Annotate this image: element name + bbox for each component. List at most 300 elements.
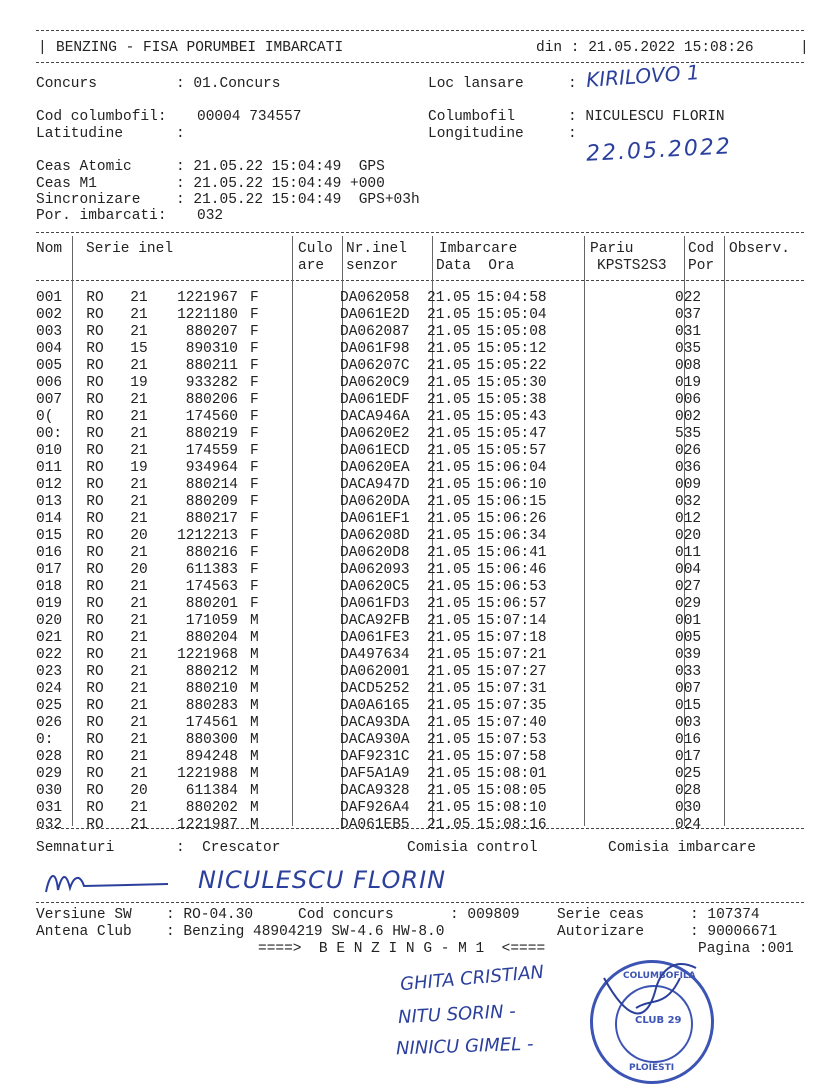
row-sex: F <box>250 324 259 340</box>
row-ring-number: 1221967 <box>177 290 238 306</box>
row-time: 15:07:53 <box>477 732 547 748</box>
commission-name-2: NITU SORIN - <box>397 1000 517 1029</box>
row-time: 15:05:30 <box>477 375 547 391</box>
row-color <box>288 290 340 307</box>
stamp-text-club: CLUB 29 <box>635 1015 682 1026</box>
row-time: 15:07:35 <box>477 698 547 714</box>
row-sensor: DA0620EA <box>340 460 410 476</box>
table-row <box>36 749 715 766</box>
row-port: 029 <box>675 596 702 612</box>
row-time: 15:05:57 <box>477 443 547 459</box>
row-nom: 00: <box>36 426 63 442</box>
row-year: 21 <box>130 800 148 816</box>
header-left-bar: | <box>38 40 47 56</box>
row-port: 037 <box>675 307 702 323</box>
table-row <box>36 307 715 324</box>
row-year: 21 <box>130 766 148 782</box>
row-date: 21.05 <box>427 630 471 646</box>
row-time: 15:06:46 <box>477 562 547 578</box>
row-nom: 019 <box>36 596 63 612</box>
row-date: 21.05 <box>427 409 471 425</box>
table-row <box>36 477 715 494</box>
table-row <box>36 324 715 341</box>
table-row <box>36 545 715 562</box>
row-year: 21 <box>130 698 148 714</box>
row-ring-number: 611384 <box>185 783 238 799</box>
row-country: RO <box>86 375 104 391</box>
row-country: RO <box>86 358 104 374</box>
row-sex: M <box>250 715 259 731</box>
cod-concurs-value: : 009809 <box>450 907 520 923</box>
row-bet <box>573 358 675 375</box>
row-color <box>288 783 340 800</box>
row-country: RO <box>86 511 104 527</box>
row-color <box>288 562 340 579</box>
row-country: RO <box>86 749 104 765</box>
longitudine-label: Longitudine <box>428 126 524 142</box>
stamp-text-top: COLUMBOFILA <box>623 971 696 981</box>
col-header-pariu-1: Pariu <box>590 241 634 257</box>
col-sep-cod <box>724 236 725 826</box>
row-time: 15:06:53 <box>477 579 547 595</box>
table-row <box>36 817 715 834</box>
row-bet <box>573 800 675 817</box>
row-nom: 002 <box>36 307 63 323</box>
row-color <box>288 630 340 647</box>
row-nom: 016 <box>36 545 63 561</box>
row-country: RO <box>86 341 104 357</box>
row-year: 21 <box>130 426 148 442</box>
row-color <box>288 341 340 358</box>
row-time: 15:05:08 <box>477 324 547 340</box>
row-year: 20 <box>130 562 148 578</box>
row-ring-number: 880300 <box>185 732 238 748</box>
row-country: RO <box>86 528 104 544</box>
row-color <box>288 766 340 783</box>
row-country: RO <box>86 817 104 833</box>
table-row <box>36 596 715 613</box>
row-sensor: DA0620C9 <box>340 375 410 391</box>
row-date: 21.05 <box>427 460 471 476</box>
row-bet <box>573 630 675 647</box>
row-sensor: DA497634 <box>340 647 410 663</box>
stamp-text-city: PLOIESTI <box>629 1063 675 1073</box>
row-nom: 021 <box>36 630 63 646</box>
row-nom: 001 <box>36 290 63 306</box>
row-date: 21.05 <box>427 426 471 442</box>
col-header-imbarcare-1: Imbarcare <box>439 241 518 257</box>
row-year: 21 <box>130 477 148 493</box>
row-year: 21 <box>130 647 148 663</box>
row-sensor: DA062093 <box>340 562 410 578</box>
row-year: 21 <box>130 681 148 697</box>
ceas-atomic-label: Ceas Atomic <box>36 159 132 175</box>
row-bet <box>573 613 675 630</box>
row-ring-number: 174561 <box>185 715 238 731</box>
row-sensor: DA06207C <box>340 358 410 374</box>
col-header-nrinel-1: Nr.inel <box>346 241 407 257</box>
row-sex: F <box>250 375 259 391</box>
row-nom: 0: <box>36 732 54 748</box>
row-nom: 020 <box>36 613 63 629</box>
row-ring-number: 933282 <box>185 375 238 391</box>
row-sex: F <box>250 341 259 357</box>
row-time: 15:07:40 <box>477 715 547 731</box>
row-ring-number: 880204 <box>185 630 238 646</box>
row-year: 21 <box>130 749 148 765</box>
row-sex: F <box>250 290 259 306</box>
row-year: 21 <box>130 290 148 306</box>
row-nom: 005 <box>36 358 63 374</box>
row-bet <box>573 426 675 443</box>
row-sex: F <box>250 579 259 595</box>
crescator-label: : Crescator <box>176 840 281 856</box>
autorizare-value: : 90006671 <box>690 924 778 940</box>
col-header-culoare-1: Culo <box>298 241 333 257</box>
row-year: 21 <box>130 494 148 510</box>
row-port: 535 <box>675 426 702 442</box>
table-row <box>36 579 715 596</box>
row-country: RO <box>86 647 104 663</box>
row-color <box>288 698 340 715</box>
row-sensor: DACA947D <box>340 477 410 493</box>
row-date: 21.05 <box>427 545 471 561</box>
row-bet <box>573 392 675 409</box>
row-sensor: DACA92FB <box>340 613 410 629</box>
row-country: RO <box>86 545 104 561</box>
row-nom: 011 <box>36 460 63 476</box>
crescator-handwritten-name: NICULESCU FLORIN <box>198 866 447 894</box>
table-row <box>36 766 715 783</box>
row-color <box>288 511 340 528</box>
table-row <box>36 647 715 664</box>
row-nom: 003 <box>36 324 63 340</box>
col-header-pariu-2: KPSTS2S3 <box>597 258 667 274</box>
row-port: 017 <box>675 749 702 765</box>
row-sex: M <box>250 613 259 629</box>
row-nom: 017 <box>36 562 63 578</box>
table-row <box>36 392 715 409</box>
row-ring-number: 880206 <box>185 392 238 408</box>
row-bet <box>573 477 675 494</box>
row-color <box>288 800 340 817</box>
semnaturi-label: Semnaturi <box>36 840 115 856</box>
table-row <box>36 426 715 443</box>
table-row <box>36 443 715 460</box>
row-date: 21.05 <box>427 783 471 799</box>
table-row <box>36 664 715 681</box>
row-sensor: DA0620E2 <box>340 426 410 442</box>
table-bottom-border <box>36 828 804 829</box>
row-bet <box>573 375 675 392</box>
row-date: 21.05 <box>427 817 471 833</box>
row-color <box>288 358 340 375</box>
row-bet <box>573 596 675 613</box>
row-port: 033 <box>675 664 702 680</box>
row-port: 020 <box>675 528 702 544</box>
row-color <box>288 817 340 834</box>
row-color <box>288 749 340 766</box>
row-date: 21.05 <box>427 341 471 357</box>
row-sensor: DACA9328 <box>340 783 410 799</box>
row-year: 21 <box>130 579 148 595</box>
table-header-bottom-border <box>36 280 804 281</box>
row-date: 21.05 <box>427 681 471 697</box>
row-year: 21 <box>130 511 148 527</box>
ceas-atomic-value: : 21.05.22 15:04:49 GPS <box>176 159 385 175</box>
row-year: 21 <box>130 596 148 612</box>
ceas-m1-label: Ceas M1 <box>36 176 97 192</box>
row-country: RO <box>86 596 104 612</box>
row-bet <box>573 494 675 511</box>
row-country: RO <box>86 324 104 340</box>
row-ring-number: 1221180 <box>177 307 238 323</box>
row-ring-number: 880216 <box>185 545 238 561</box>
row-date: 21.05 <box>427 647 471 663</box>
row-sensor: DA061FE3 <box>340 630 410 646</box>
row-nom: 006 <box>36 375 63 391</box>
row-date: 21.05 <box>427 698 471 714</box>
por-imbarcati-label: Por. imbarcati: <box>36 208 167 224</box>
table-row <box>36 290 715 307</box>
row-country: RO <box>86 443 104 459</box>
col-header-cod-1: Cod <box>688 241 715 257</box>
cod-concurs-label: Cod concurs <box>298 907 394 923</box>
table-row <box>36 681 715 698</box>
row-time: 15:05:47 <box>477 426 547 442</box>
crescator-signature-scribble <box>40 862 180 902</box>
row-bet <box>573 732 675 749</box>
row-color <box>288 596 340 613</box>
row-sensor: DA061EDF <box>340 392 410 408</box>
row-nom: 015 <box>36 528 63 544</box>
row-date: 21.05 <box>427 307 471 323</box>
row-country: RO <box>86 477 104 493</box>
table-row <box>36 341 715 358</box>
cod-columbofil-value: 00004 734557 <box>197 109 302 125</box>
row-time: 15:05:22 <box>477 358 547 374</box>
row-year: 21 <box>130 358 148 374</box>
row-date: 21.05 <box>427 766 471 782</box>
por-imbarcati-value: 032 <box>197 208 224 224</box>
row-ring-number: 880209 <box>185 494 238 510</box>
row-port: 003 <box>675 715 702 731</box>
row-sex: M <box>250 783 259 799</box>
row-year: 21 <box>130 613 148 629</box>
row-port: 016 <box>675 732 702 748</box>
row-sex: M <box>250 732 259 748</box>
row-color <box>288 613 340 630</box>
row-date: 21.05 <box>427 749 471 765</box>
table-row <box>36 800 715 817</box>
row-ring-number: 611383 <box>185 562 238 578</box>
row-color <box>288 307 340 324</box>
row-bet <box>573 783 675 800</box>
table-row <box>36 375 715 392</box>
row-time: 15:06:34 <box>477 528 547 544</box>
loc-lansare-colon: : <box>568 76 577 92</box>
serie-ceas-value: : 107374 <box>690 907 760 923</box>
row-sensor: DA0620D8 <box>340 545 410 561</box>
benzing-brand: ====> B E N Z I N G - M 1 <==== <box>258 941 546 957</box>
row-color <box>288 443 340 460</box>
versiune-sw-value: : RO-04.30 <box>166 907 254 923</box>
row-country: RO <box>86 460 104 476</box>
stamp-signature-scribble <box>596 948 716 1048</box>
row-year: 21 <box>130 443 148 459</box>
row-sex: F <box>250 307 259 323</box>
row-year: 20 <box>130 783 148 799</box>
table-row <box>36 715 715 732</box>
row-bet <box>573 681 675 698</box>
row-port: 006 <box>675 392 702 408</box>
row-sensor: DA061FD3 <box>340 596 410 612</box>
row-nom: 004 <box>36 341 63 357</box>
row-port: 002 <box>675 409 702 425</box>
row-country: RO <box>86 290 104 306</box>
concurs-label: Concurs <box>36 76 97 92</box>
row-bet <box>573 511 675 528</box>
row-bet <box>573 749 675 766</box>
row-year: 21 <box>130 715 148 731</box>
row-sex: F <box>250 443 259 459</box>
row-ring-number: 880283 <box>185 698 238 714</box>
row-year: 21 <box>130 307 148 323</box>
row-date: 21.05 <box>427 358 471 374</box>
row-bet <box>573 528 675 545</box>
row-port: 039 <box>675 647 702 663</box>
row-sex: F <box>250 460 259 476</box>
table-top-border <box>36 232 804 233</box>
row-bet <box>573 324 675 341</box>
row-date: 21.05 <box>427 732 471 748</box>
row-year: 21 <box>130 409 148 425</box>
col-header-culoare-2: are <box>298 258 325 274</box>
row-year: 19 <box>130 375 148 391</box>
row-country: RO <box>86 766 104 782</box>
row-time: 15:06:04 <box>477 460 547 476</box>
row-time: 15:08:16 <box>477 817 547 833</box>
row-country: RO <box>86 783 104 799</box>
commission-name-3: NINICU GIMEL - <box>395 1033 534 1060</box>
row-color <box>288 545 340 562</box>
pigeons-table <box>36 290 715 834</box>
row-year: 21 <box>130 664 148 680</box>
comisia-control-label: Comisia control <box>407 840 538 856</box>
row-sex: F <box>250 409 259 425</box>
row-date: 21.05 <box>427 528 471 544</box>
header-top-border <box>36 30 804 31</box>
row-nom: 012 <box>36 477 63 493</box>
col-header-observ: Observ. <box>729 241 790 257</box>
row-sex: F <box>250 596 259 612</box>
commission-name-1: GHITA CRISTIAN <box>399 961 545 996</box>
row-nom: 018 <box>36 579 63 595</box>
row-country: RO <box>86 579 104 595</box>
row-nom: 0( <box>36 409 54 425</box>
row-ring-number: 174560 <box>185 409 238 425</box>
row-country: RO <box>86 664 104 680</box>
row-port: 024 <box>675 817 702 833</box>
row-year: 21 <box>130 392 148 408</box>
row-bet <box>573 664 675 681</box>
row-port: 001 <box>675 613 702 629</box>
row-year: 21 <box>130 817 148 833</box>
row-ring-number: 171059 <box>185 613 238 629</box>
row-date: 21.05 <box>427 664 471 680</box>
row-date: 21.05 <box>427 290 471 306</box>
row-ring-number: 880202 <box>185 800 238 816</box>
row-port: 030 <box>675 800 702 816</box>
row-ring-number: 880211 <box>185 358 238 374</box>
col-header-serie: Serie inel <box>86 241 174 257</box>
versiune-sw-label: Versiune SW <box>36 907 132 923</box>
row-color <box>288 494 340 511</box>
row-sensor: DAF926A4 <box>340 800 410 816</box>
table-row <box>36 783 715 800</box>
col-header-nrinel-2: senzor <box>346 258 399 274</box>
row-ring-number: 1221968 <box>177 647 238 663</box>
row-nom: 025 <box>36 698 63 714</box>
loc-lansare-handwritten: KIRILOVO 1 <box>585 60 701 92</box>
antena-club-label: Antena Club <box>36 924 132 940</box>
row-country: RO <box>86 732 104 748</box>
row-ring-number: 880201 <box>185 596 238 612</box>
row-date: 21.05 <box>427 324 471 340</box>
row-sex: F <box>250 511 259 527</box>
sincronizare-label: Sincronizare <box>36 192 141 208</box>
row-nom: 014 <box>36 511 63 527</box>
row-time: 15:08:05 <box>477 783 547 799</box>
row-country: RO <box>86 800 104 816</box>
row-year: 21 <box>130 324 148 340</box>
latitudine-label: Latitudine <box>36 126 124 142</box>
row-ring-number: 880210 <box>185 681 238 697</box>
row-bet <box>573 562 675 579</box>
row-port: 028 <box>675 783 702 799</box>
row-sensor: DA061F98 <box>340 341 410 357</box>
row-sensor: DA062087 <box>340 324 410 340</box>
table-row <box>36 409 715 426</box>
row-date: 21.05 <box>427 443 471 459</box>
row-year: 20 <box>130 528 148 544</box>
table-row <box>36 630 715 647</box>
row-color <box>288 732 340 749</box>
row-sensor: DACD5252 <box>340 681 410 697</box>
table-row <box>36 613 715 630</box>
col-header-imbarcare-2: Data Ora <box>436 258 515 274</box>
row-sensor: DA061EB5 <box>340 817 410 833</box>
header-date: din : 21.05.2022 15:08:26 <box>536 40 754 56</box>
row-ring-number: 1221987 <box>177 817 238 833</box>
row-sex: F <box>250 545 259 561</box>
row-ring-number: 174559 <box>185 443 238 459</box>
row-sensor: DACA946A <box>340 409 410 425</box>
row-sex: M <box>250 766 259 782</box>
row-time: 15:07:18 <box>477 630 547 646</box>
row-ring-number: 880219 <box>185 426 238 442</box>
row-port: 012 <box>675 511 702 527</box>
row-nom: 023 <box>36 664 63 680</box>
row-port: 004 <box>675 562 702 578</box>
row-port: 019 <box>675 375 702 391</box>
row-port: 007 <box>675 681 702 697</box>
row-date: 21.05 <box>427 579 471 595</box>
row-time: 15:07:58 <box>477 749 547 765</box>
row-nom: 013 <box>36 494 63 510</box>
row-bet <box>573 698 675 715</box>
table-row <box>36 511 715 528</box>
